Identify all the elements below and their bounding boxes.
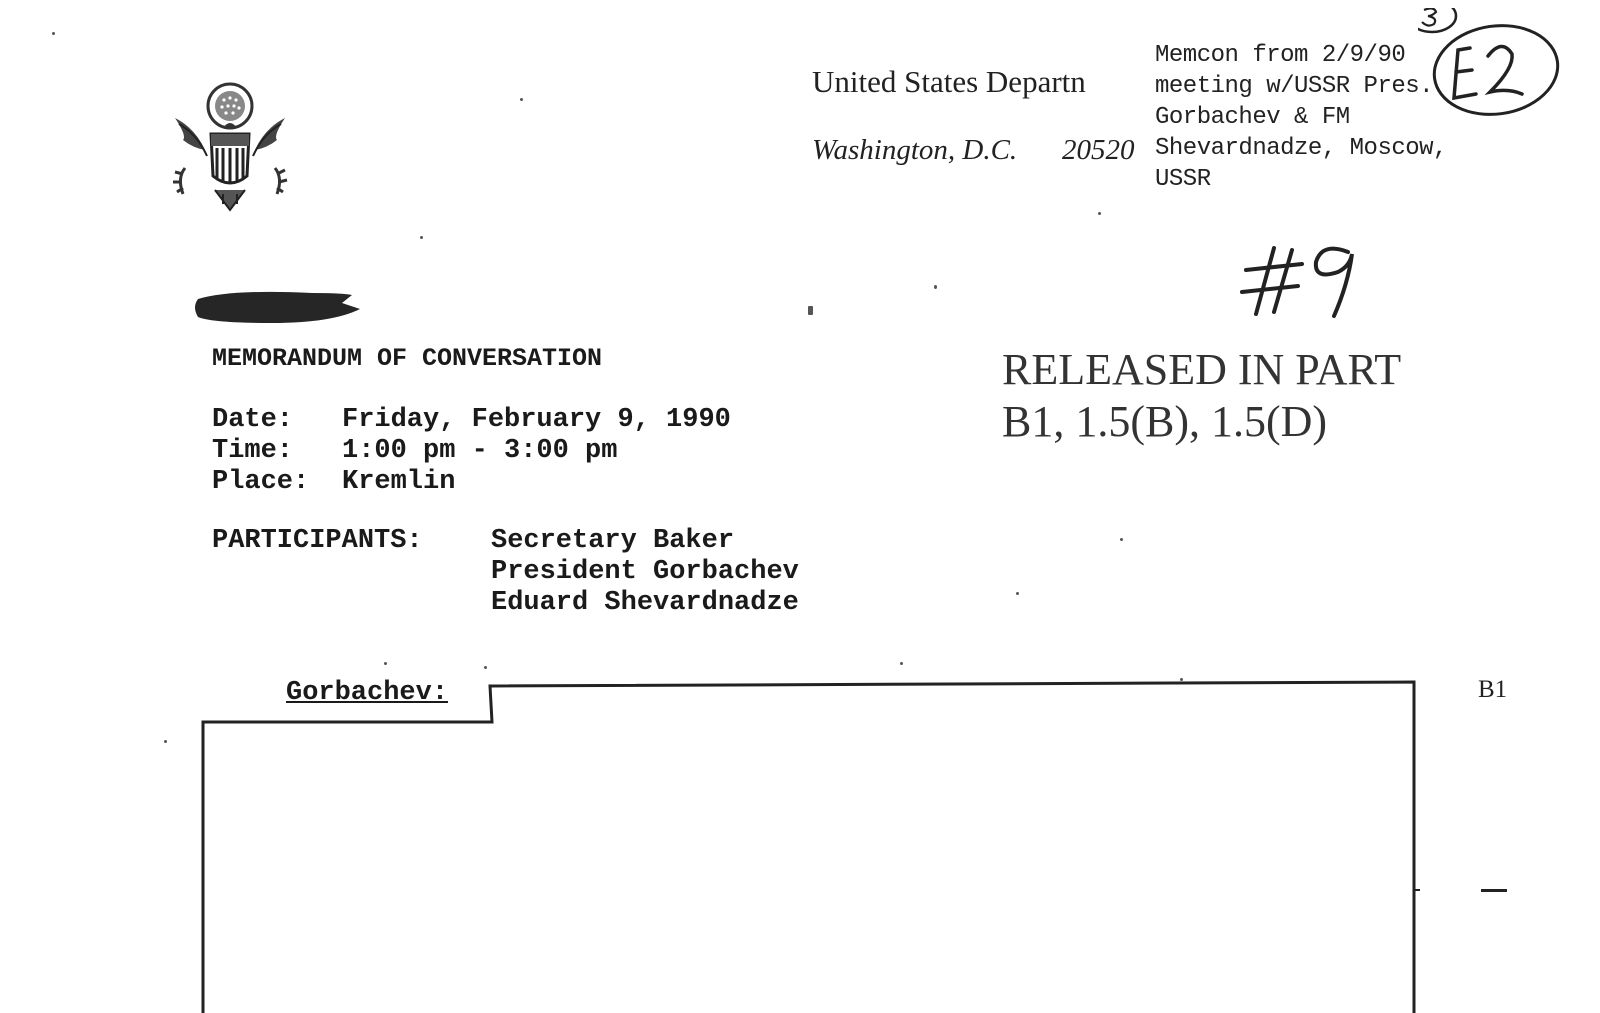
- filing-note-line: Memcon from 2/9/90: [1155, 42, 1406, 69]
- scan-speck: [52, 32, 55, 35]
- margin-exemption-code: B1: [1478, 676, 1508, 703]
- participant: Eduard Shevardnadze: [491, 588, 799, 618]
- scan-speck: [934, 285, 937, 289]
- scan-speck: [164, 740, 167, 743]
- filing-note-line: USSR: [1155, 166, 1211, 193]
- place-value: Kremlin: [342, 467, 456, 497]
- release-stamp-line1: RELEASED IN PART: [1002, 345, 1402, 394]
- date-label: Date:: [212, 405, 294, 435]
- participant: Secretary Baker: [491, 526, 735, 556]
- participants-label: PARTICIPANTS:: [212, 526, 423, 556]
- memo-title: MEMORANDUM OF CONVERSATION: [212, 344, 603, 373]
- filing-note: [1155, 40, 1447, 195]
- handwritten-number-icon: [1240, 240, 1370, 320]
- scan-speck: [808, 306, 813, 315]
- filing-note-line: Shevardnadze, Moscow,: [1155, 135, 1447, 162]
- release-stamp-line2: B1, 1.5(B), 1.5(D): [1002, 397, 1328, 446]
- scan-speck: [384, 662, 387, 665]
- great-seal-icon: [165, 78, 295, 214]
- scan-speck: [1180, 678, 1183, 681]
- scan-speck: [484, 666, 487, 669]
- department-zip: 20520: [1062, 134, 1135, 166]
- date-value: Friday, February 9, 1990: [342, 405, 731, 435]
- department-city: Washington, D.C.: [812, 134, 1018, 166]
- release-stamp: [1002, 344, 1401, 448]
- place-label: Place:: [212, 467, 310, 497]
- filing-note-line: Gorbachev & FM: [1155, 104, 1350, 131]
- time-value: 1:00 pm - 3:00 pm: [342, 436, 618, 466]
- handwritten-e2-circle-icon: [1418, 8, 1568, 118]
- margin-dash: [1481, 889, 1507, 892]
- scan-speck: [1120, 538, 1123, 541]
- department-name: United States Departn: [812, 64, 1086, 99]
- scan-speck: [420, 236, 423, 239]
- scan-speck: [520, 98, 523, 101]
- speaker-label: Gorbachev:: [286, 678, 449, 708]
- redaction-mark: [192, 289, 364, 325]
- filing-note-line: meeting w/USSR Pres.: [1155, 73, 1434, 100]
- time-label: Time:: [212, 436, 294, 466]
- scan-speck: [1016, 592, 1019, 595]
- participant: President Gorbachev: [491, 557, 799, 587]
- scan-speck: [900, 662, 903, 665]
- scan-speck: [1098, 212, 1101, 215]
